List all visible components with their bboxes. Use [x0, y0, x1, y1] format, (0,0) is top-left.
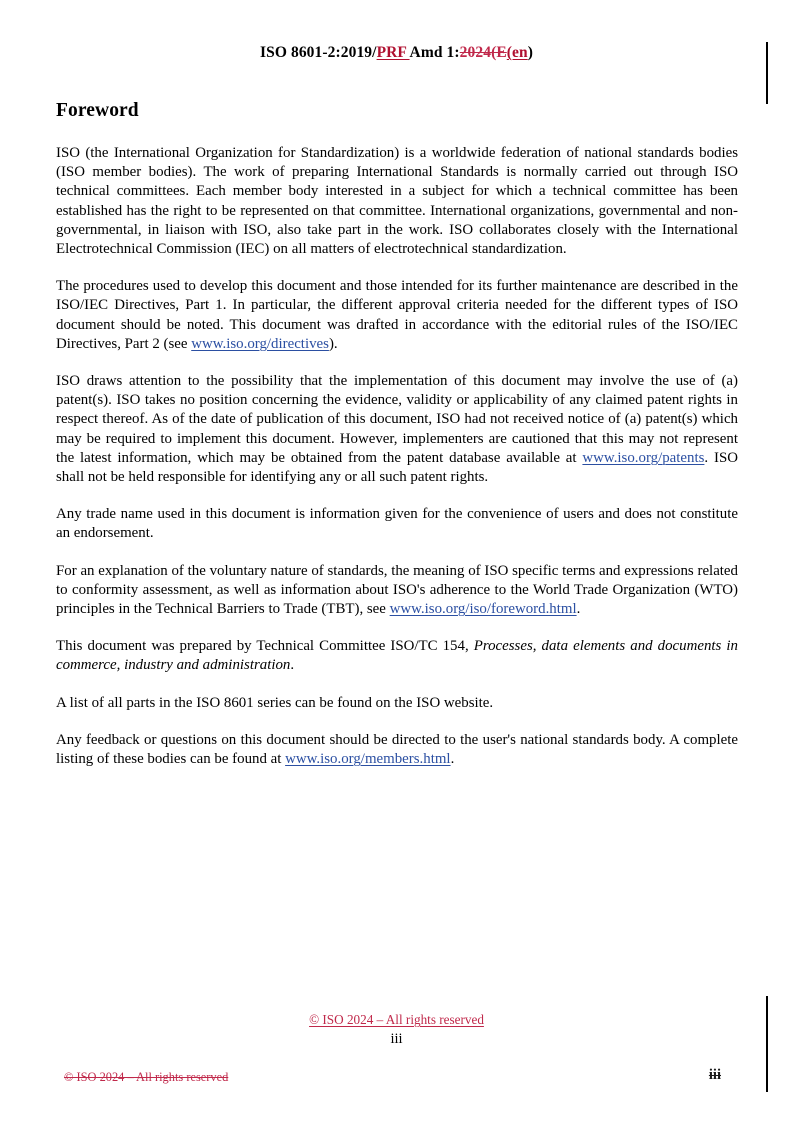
- header-suffix: ): [527, 44, 534, 61]
- paragraph-parts-list: A list of all parts in the ISO 8601 series can be found on the ISO website.: [56, 694, 494, 711]
- header-inserted-prf: PRF: [376, 44, 410, 61]
- paragraph-feedback-text-before: Any feedback or questions on this document should be directed to the user's national standards body. A complete listing of these bodies can be found at: [56, 731, 738, 768]
- paragraph-feedback: [56, 731, 738, 769]
- paragraph-trade-name: Any trade name used in this document is information given for the convenience of users and does not constitute an endorsement.: [56, 506, 738, 542]
- paragraph-voluntary-text-after: .: [576, 601, 581, 618]
- footer-page-number: iii: [390, 1031, 403, 1047]
- paragraph-feedback-text-after: .: [450, 751, 455, 768]
- footer-page-number-deleted: iii: [708, 1067, 721, 1083]
- paragraph-iso-definition: ISO (the International Organization for Standardization) is a worldwide federation of national standards bodies (ISO member bodies). The work of preparing International Standards is normally carried out through ISO technical committees. Each member body interested in a subject for which a technical committee has been established has the right to be represented on that committee. International organizations, governmental and non-governmental, in liaison with ISO, also take part in the work. ISO collaborates closely with the International Electrotechnical Commission (IEC) on all matters of electrotechnical standardization.: [56, 145, 738, 258]
- document-body: [56, 100, 738, 769]
- header-inserted-language: (en: [506, 44, 528, 61]
- page-title: Foreword: [56, 100, 139, 121]
- paragraph-procedures: [56, 277, 738, 354]
- footer-copyright-inserted: © ISO 2024 – All rights reserved: [309, 1012, 484, 1027]
- paragraph-patents-text-after: . ISO shall not be held responsible for identifying any or all such patent rights.: [56, 449, 738, 486]
- link-iso-patents[interactable]: www.iso.org/patents: [582, 449, 705, 466]
- link-iso-foreword[interactable]: www.iso.org/iso/foreword.html: [389, 601, 577, 618]
- header-middle: Amd 1:: [409, 44, 460, 61]
- paragraph-patents: [56, 372, 738, 487]
- paragraph-committee-text-after: .: [290, 657, 295, 674]
- header-prefix: ISO 8601-2:2019/: [259, 44, 377, 61]
- technical-committee-scope: Processes, data elements and documents in commerce, industry and administration: [56, 638, 738, 674]
- paragraph-voluntary-nature: [56, 562, 738, 620]
- footer-copyright-deleted: © ISO 2024 – All rights reserved: [64, 1070, 229, 1084]
- paragraph-voluntary-text-before: For an explanation of the voluntary nature of standards, the meaning of ISO specific terms and expressions related to conformity assessment, as well as information about ISO's adherence to the World Trade Organization (WTO) principles in the Technical Barriers to Trade (TBT), see: [56, 562, 738, 618]
- paragraph-technical-committee: [56, 637, 738, 675]
- paragraph-procedures-text-before: The procedures used to develop this document and those intended for its further maintenance are described in the ISO/IEC Directives, Part 1. In particular, the different approval criteria needed for the different types of ISO document should be noted. This document was drafted in accordance with the editorial rules of the ISO/IEC Directives, Part 2 (see: [56, 278, 738, 352]
- footer-bottom-block: [0, 1067, 793, 1090]
- link-iso-members[interactable]: www.iso.org/members.html: [285, 751, 451, 768]
- footer-center-block: [0, 1012, 793, 1048]
- document-header: [0, 44, 793, 62]
- paragraph-committee-text-before: This document was prepared by Technical Committee ISO/TC 154,: [56, 638, 474, 655]
- paragraph-patents-text-before: ISO draws attention to the possibility that the implementation of this document may involve the use of (a) patent(s). ISO takes no position concerning the evidence, validity or applicability of any claimed patent rights in respect thereof. As of the date of publication of this document, ISO had not received notice of (a) patent(s) which may be required to implement this document. However, implementers are cautioned that this may not represent the latest information, which may be obtained from the patent database available at: [56, 373, 738, 466]
- paragraph-procedures-text-after: ).: [328, 335, 338, 352]
- link-iso-directives[interactable]: www.iso.org/directives: [191, 335, 329, 352]
- header-deleted-year: 2024(E: [459, 44, 507, 61]
